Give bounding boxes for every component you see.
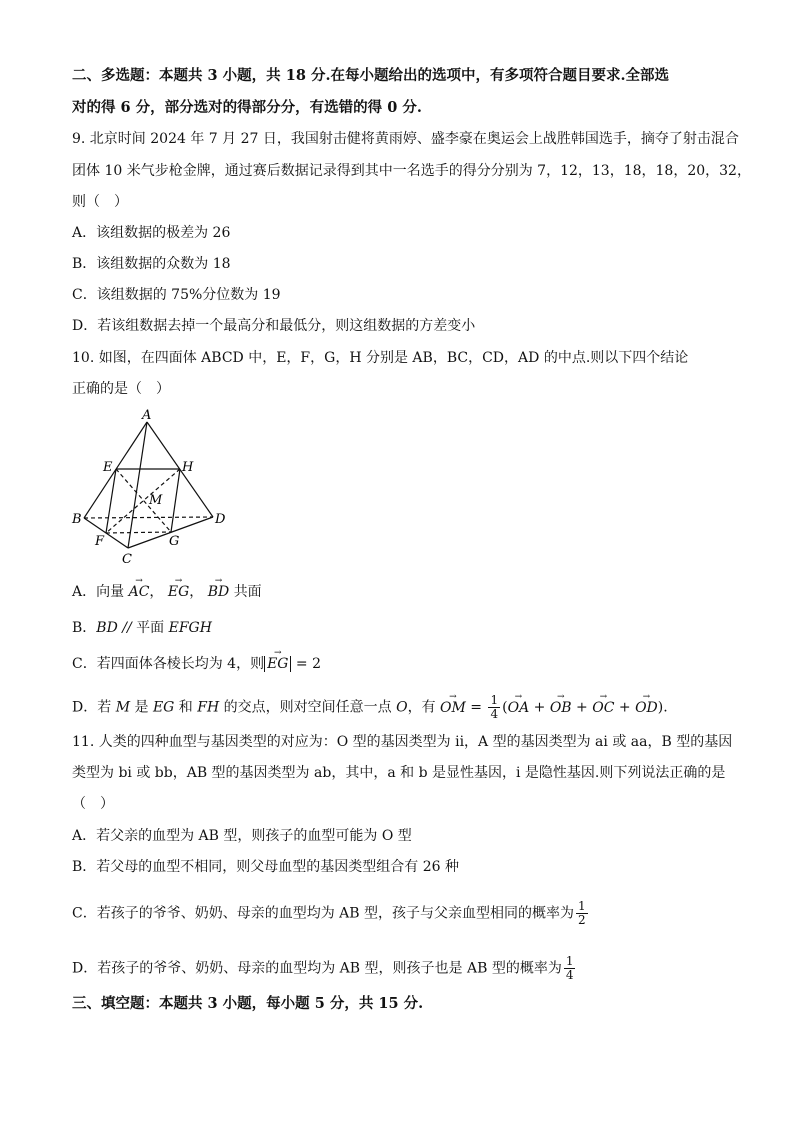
line-bd: BD [96,620,118,636]
q10-option-a [72,582,262,602]
label-a: A [142,408,152,423]
fraction-one-half [576,900,588,927]
separator: ， [189,584,204,600]
parallel-symbol: // [117,620,137,636]
label-c: C [122,552,132,567]
option-text: C．若孩子的爷爷、奶奶、母亲的血型均为 AB 型，孩子与父亲血型相同的概率为 [72,905,575,922]
denominator: 4 [565,968,574,982]
vector-eg: → EG [168,582,189,602]
q11-stem-line2: 类型为 bi 或 bb，AB 型的基因类型为 ab，其中，a 和 b 是显性基因，i 是隐性基因.则下列说法正确的是 [72,765,726,781]
q9-option-b: B．该组数据的众数为 18 [72,256,231,272]
paren-close: ). [657,699,668,716]
plus-sign: + [571,699,593,716]
option-text: 和 [174,699,198,716]
abs-vector-eg [264,656,291,672]
fraction-one-quarter [564,955,576,982]
segment-hg [171,469,180,532]
segment-fh: FH [197,699,220,716]
section3-heading: 三、填空题：本题共 3 小题，每小题 5 分，共 15 分. [72,995,424,1012]
plane-efgh: EFGH [168,620,212,636]
option-text: 的交点，则对空间任意一点 [219,699,397,716]
tetrahedron-figure [70,405,240,570]
segment-eg [116,469,171,532]
separator: ， [149,584,164,600]
numerator: 1 [578,899,586,913]
vector-od: → OD [635,698,658,718]
vector-bd: → BD [208,582,230,602]
paren-open: ( [502,699,508,716]
denominator: 2 [578,913,586,927]
plane-word: 平面 [136,620,169,636]
q9-stem-line2: 团体 10 米气步枪金牌，通过赛后数据记录得到其中一名选手的得分分别为 7，12，13，18，18，20，32， [72,163,751,179]
label-e: E [103,460,113,475]
label-f: F [95,534,105,549]
q10-stem-line1: 10. 如图，在四面体 ABCD 中，E，F，G，H 分别是 AB，BC，CD，AD 的中点.则以下四个结论 [72,350,689,366]
plus-sign: + [614,699,636,716]
option-text: D．若孩子的爷爷、奶奶、母亲的血型均为 AB 型，则孩子也是 AB 型的概率为 [72,960,562,977]
equals-sign: = [465,699,487,716]
q10-stem-line2: 正确的是（ ） [72,381,170,397]
q10-option-c [72,654,321,674]
label-h: H [182,460,194,475]
q11-stem-line1: 11. 人类的四种血型与基因类型的对应为：O 型的基因类型为 ii，A 型的基因类型为 ai 或 aa，B 型的基因 [72,734,733,750]
q10-option-c-suffix: = 2 [291,656,322,672]
edge-ac [128,422,147,548]
label-m: M [149,493,163,508]
q9-stem-line3: 则（ ） [72,194,128,210]
segment-eg: EG [152,699,175,716]
q11-option-d [72,955,577,982]
edge-bd [84,517,213,518]
q10-option-a-suffix: 共面 [233,584,262,600]
plus-sign: + [529,699,550,716]
vector-oc: → OC [592,698,614,718]
q10-option-b [72,618,212,638]
q9-option-a: A．该组数据的极差为 26 [72,225,231,241]
q9-option-d: D．若该组数据去掉一个最高分和最低分，则这组数据的方差变小 [72,318,476,334]
vector-eg: → EG [267,654,288,674]
q11-option-a: A．若父亲的血型为 AB 型，则孩子的血型可能为 O 型 [72,828,412,844]
label-g: G [169,534,180,549]
denominator: 4 [490,707,499,721]
point-o: O [396,699,408,716]
section2-heading-line2: 对的得 6 分，部分选对的得部分分，有选错的得 0 分. [72,99,422,116]
numerator: 1 [490,693,499,707]
label-d: D [215,512,226,527]
fraction-one-quarter [488,694,500,721]
q10-option-c-prefix: C．若四面体各棱长均为 4，则 [72,656,265,672]
segment-fg [106,532,171,533]
segment-hf [106,469,180,533]
q11-option-c [72,900,590,927]
option-text: D．若 [72,699,116,716]
q11-stem-line3: （ ） [72,796,114,812]
vector-ac: → AC [129,582,150,602]
label-b: B [72,512,82,527]
option-text: 是 [130,699,153,716]
vector-ob: → OB [550,698,572,718]
option-letter: B． [72,620,97,636]
q10-option-a-prefix: A．向量 [72,584,125,600]
segment-ef [106,469,116,533]
q10-option-d [72,694,668,721]
vector-om: → OM [440,698,466,718]
point-m: M [115,699,131,716]
vector-oa: → OA [508,698,530,718]
q9-stem-line1: 9. 北京时间 2024 年 7 月 27 日，我国射击健将黄雨婷、盛李豪在奥运会上战胜韩国选手，摘夺了射击混合 [72,131,739,147]
option-text: ，有 [407,699,441,716]
numerator: 1 [565,954,574,968]
q9-option-c: C．该组数据的 75%分位数为 19 [72,287,281,303]
q11-option-b: B．若父母的血型不相同，则父母血型的基因类型组合有 26 种 [72,859,460,875]
section2-heading-line1: 二、多选题：本题共 3 小题，共 18 分.在每小题给出的选项中，有多项符合题目要求.全部选 [72,67,670,84]
